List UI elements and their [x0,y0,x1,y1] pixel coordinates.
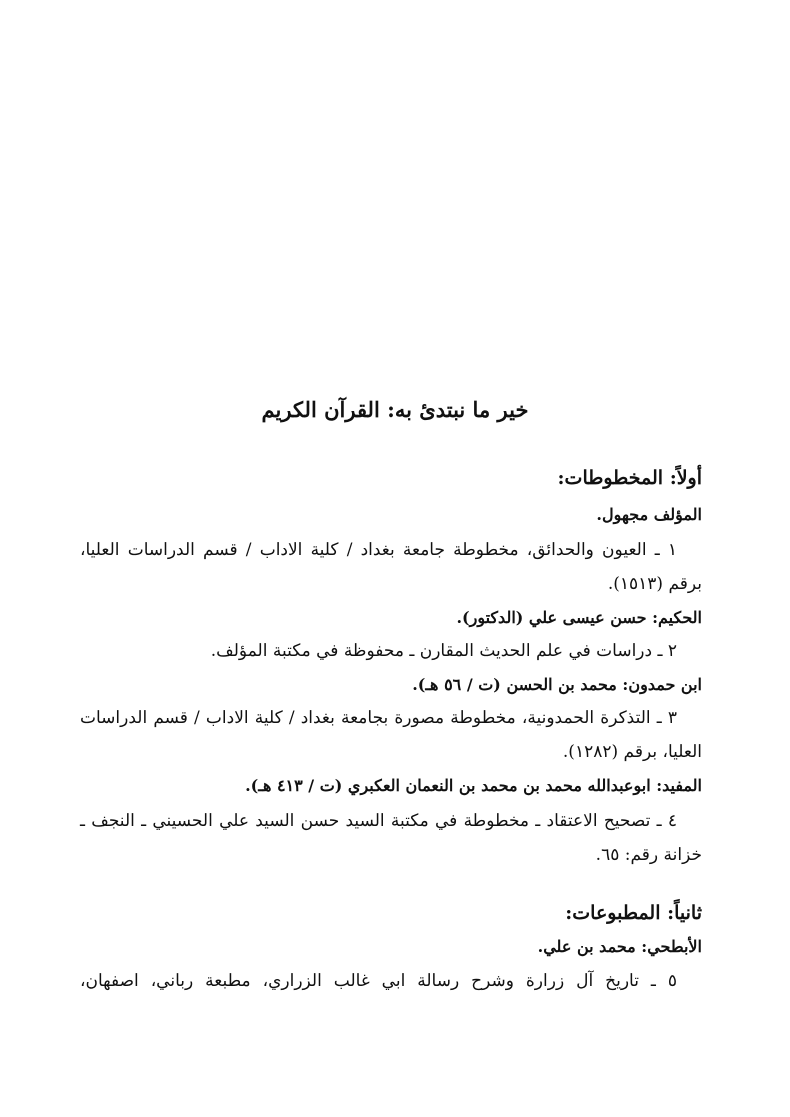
bibliography-entry-line: ٥ ـ تاريخ آل زرارة وشرح رسالة ابي غالب الزراري، مطبعة رباني، اصفهان، [80,971,677,991]
page-title: خير ما نبتدئ به: القرآن الكريم [261,397,529,422]
bibliography-entry-line: خزانة رقم: ٦٥. [595,845,702,865]
bibliography-entry-line: ٤ ـ تصحيح الاعتقاد ـ مخطوطة في مكتبة السيد حسن السيد علي الحسيني ـ النجف ـ [80,811,677,831]
bibliography-entry-line: ٢ ـ دراسات في علم الحديث المقارن ـ محفوظة في مكتبة المؤلف. [210,641,677,661]
author-line: ابن حمدون: محمد بن الحسن (ت / ٥٦ هـ). [412,675,702,694]
bibliography-entry-line: ١ ـ العيون والحدائق، مخطوطة جامعة بغداد / كلية الاداب / قسم الدراسات العليا، [80,540,677,560]
author-line: المفيد: ابوعبدالله محمد بن محمد بن النعمان العكبري (ت / ٤١٣ هـ). [245,776,702,795]
bibliography-entry-line: العليا، برقم (١٢٨٢). [562,742,702,762]
author-line: المؤلف مجهول. [596,505,702,524]
author-line: الأبطحي: محمد بن علي. [537,937,702,956]
section-heading-manuscripts: أولاً: المخطوطات: [557,467,702,489]
author-line: الحكيم: حسن عيسى علي (الدكتور). [456,608,702,627]
bibliography-entry-line: برقم (١٥١٣). [607,574,702,594]
bibliography-entry-line: ٣ ـ التذكرة الحمدونية، مخطوطة مصورة بجامعة بغداد / كلية الاداب / قسم الدراسات [80,708,677,728]
section-heading-printed: ثانياً: المطبوعات: [565,902,702,924]
